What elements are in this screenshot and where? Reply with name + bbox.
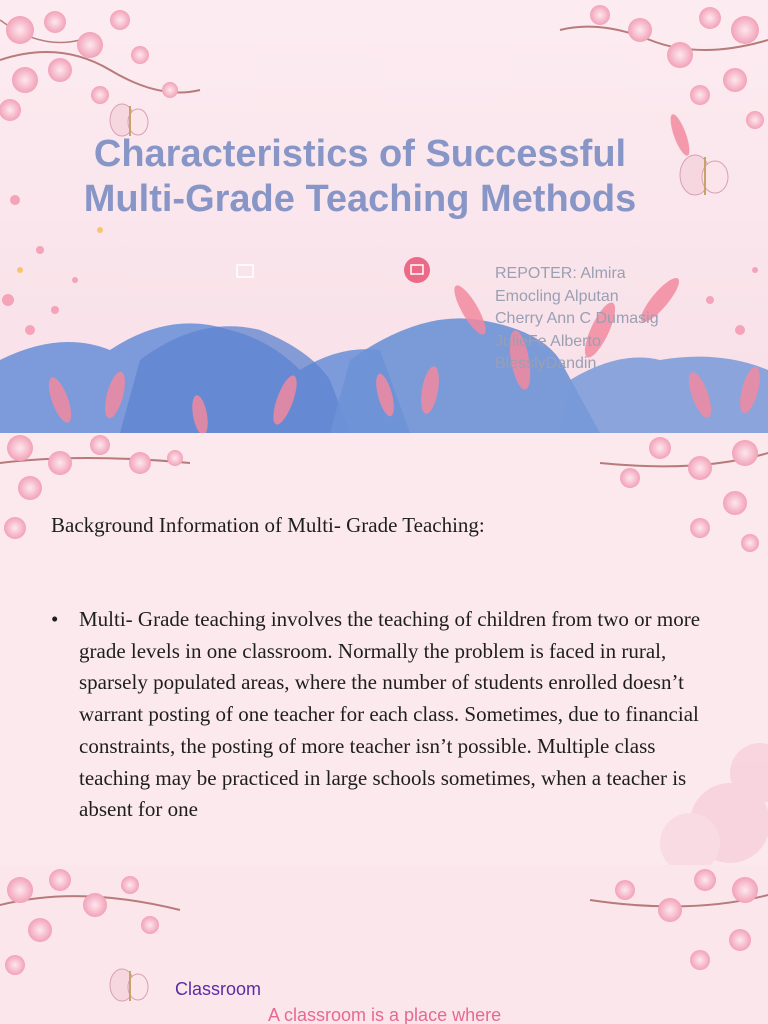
bullet-text: Multi- Grade teaching involves the teaching of children from two or more grade levels in one classroom. Normally the problem is faced in rural, sparsely populated areas, where the number of students enrolled doesn’t warrant posting of one teacher for each class. Sometimes, due to financial constraints, the posting of more teacher isn’t possible. Multiple class teaching may be practiced in large schools sometimes, when a teacher is absent for one — [79, 607, 701, 822]
reporter-line: JulieFe Alberto — [495, 332, 601, 350]
butterfly-icon — [680, 155, 728, 195]
cherry-blossom-top-right — [560, 5, 768, 129]
background-slide — [0, 433, 768, 865]
title-slide — [0, 0, 768, 433]
slide-decoration — [0, 865, 768, 1024]
butterfly-icon — [110, 969, 148, 1001]
section-title: Classroom — [175, 979, 262, 999]
reporter-line: BlesslyDandin — [495, 355, 597, 372]
cherry-blossom-top-right — [590, 869, 768, 970]
section-heading: Background Information of Multi- Grade Teaching: — [51, 513, 485, 537]
section-text: A classroom is a place where — [268, 1005, 502, 1024]
classroom-slide — [0, 865, 768, 1024]
cherry-blossom-top-left — [0, 869, 180, 975]
cherry-blossom-right — [600, 437, 768, 552]
slide-title: Characteristics of Successful Multi-Grade Teaching Methods — [83, 133, 637, 220]
reporter-line: Emocling Alputan — [495, 287, 619, 305]
cherry-blossom-top-left — [0, 10, 200, 121]
reporter-line: REPOTER: Almira — [495, 265, 626, 282]
bullet-paragraph — [51, 604, 721, 826]
media-icon — [237, 257, 430, 283]
reporter-list — [495, 263, 659, 376]
reporter-line: Cherry Ann C Dumasig — [495, 310, 659, 327]
bullet-marker: • — [51, 607, 59, 631]
